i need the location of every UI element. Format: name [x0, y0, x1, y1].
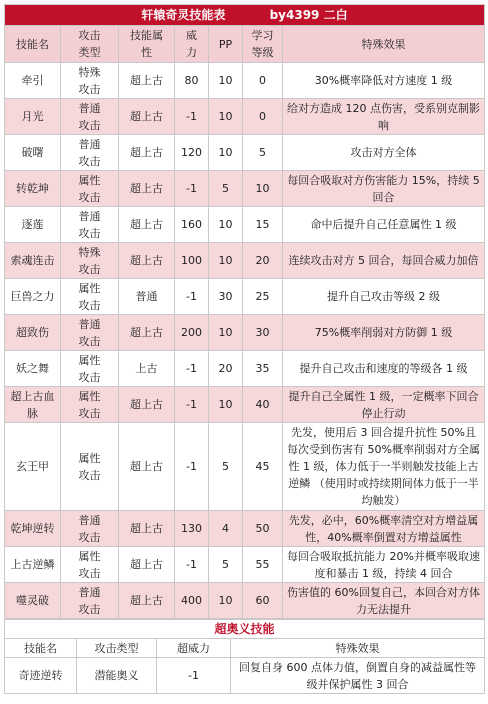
skill-table	[4, 4, 485, 619]
skill-name: 妖之舞	[5, 351, 61, 387]
power: -1	[175, 279, 209, 315]
table-row	[5, 387, 485, 423]
header-special-effect: 特殊效果	[283, 26, 485, 63]
attack-type: 普通 攻击	[61, 207, 119, 243]
table-row	[5, 171, 485, 207]
skill-name: 超致伤	[5, 315, 61, 351]
skill-attribute: 普通	[119, 279, 175, 315]
skill-name: 玄王甲	[5, 423, 61, 511]
skill-attribute: 超上古	[119, 547, 175, 583]
table-row	[5, 511, 485, 547]
skill-name: 巨兽之力	[5, 279, 61, 315]
header-skill-attribute: 技能属 性	[119, 26, 175, 63]
table-author: by4399 二白	[269, 7, 348, 22]
skill-attribute: 超上古	[119, 171, 175, 207]
skill-name: 上古逆鳞	[5, 547, 61, 583]
super-skill-table	[4, 619, 485, 694]
power: 120	[175, 135, 209, 171]
attack-type: 普通 攻击	[61, 583, 119, 619]
skill-name: 噬灵破	[5, 583, 61, 619]
super-skill-name: 奇迹逆转	[5, 658, 77, 694]
learn-level: 60	[243, 583, 283, 619]
skill-name: 转乾坤	[5, 171, 61, 207]
power: 130	[175, 511, 209, 547]
skill-attribute: 超上古	[119, 63, 175, 99]
learn-level: 20	[243, 243, 283, 279]
pp: 10	[209, 387, 243, 423]
skill-attribute: 超上古	[119, 135, 175, 171]
power: 400	[175, 583, 209, 619]
table-title: 轩辕奇灵技能表	[141, 7, 226, 22]
table-title-cell	[5, 5, 485, 26]
power: 160	[175, 207, 209, 243]
attack-type: 普通 攻击	[61, 135, 119, 171]
pp: 30	[209, 279, 243, 315]
table-header-row	[5, 26, 485, 63]
pp: 10	[209, 583, 243, 619]
header-pp: PP	[209, 26, 243, 63]
table-title-row	[5, 5, 485, 26]
attack-type: 属性 攻击	[61, 279, 119, 315]
special-effect: 每回合吸取对方伤害能力 15%，持续 5 回合	[283, 171, 485, 207]
learn-level: 5	[243, 135, 283, 171]
super-header-type: 攻击类型	[77, 639, 157, 658]
skill-attribute: 超上古	[119, 99, 175, 135]
special-effect: 每回合吸取抵抗能力 20%并概率吸取速度和暴击 1 级，持续 4 回合	[283, 547, 485, 583]
power: -1	[175, 99, 209, 135]
learn-level: 0	[243, 63, 283, 99]
super-title: 超奥义技能	[5, 620, 485, 639]
learn-level: 45	[243, 423, 283, 511]
skill-attribute: 超上古	[119, 243, 175, 279]
header-skill-name: 技能名	[5, 26, 61, 63]
attack-type: 普通 攻击	[61, 511, 119, 547]
table-row	[5, 351, 485, 387]
super-skill-type: 潜能奥义	[77, 658, 157, 694]
pp: 4	[209, 511, 243, 547]
super-header-row	[5, 639, 485, 658]
pp: 20	[209, 351, 243, 387]
table-row	[5, 547, 485, 583]
skill-table-container	[4, 4, 484, 694]
super-skill-effect: 回复自身 600 点体力值，倒置自身的减益属性等级并保护属性 3 回合	[231, 658, 485, 694]
table-row	[5, 315, 485, 351]
header-attack-type: 攻击 类型	[61, 26, 119, 63]
special-effect: 命中后提升自己任意属性 1 级	[283, 207, 485, 243]
power: 200	[175, 315, 209, 351]
skill-attribute: 超上古	[119, 315, 175, 351]
special-effect: 75%概率削弱对方防御 1 级	[283, 315, 485, 351]
special-effect: 提升自己攻击和速度的等级各 1 级	[283, 351, 485, 387]
skill-attribute: 超上古	[119, 387, 175, 423]
skill-attribute: 超上古	[119, 423, 175, 511]
super-header-name: 技能名	[5, 639, 77, 658]
skill-name: 逐莲	[5, 207, 61, 243]
skill-name: 乾坤逆转	[5, 511, 61, 547]
table-row	[5, 99, 485, 135]
pp: 10	[209, 315, 243, 351]
skill-name: 月光	[5, 99, 61, 135]
power: -1	[175, 351, 209, 387]
special-effect: 先发，使用后 3 回合提升抗性 50%且每次受到伤害有 50%概率削弱对方全属性 1 级，体力低于一半则触发技能上古逆鳞 （使用时或持续期间体力低于一半均触发）	[283, 423, 485, 511]
table-row	[5, 279, 485, 315]
special-effect: 伤害值的 60%回复自己，本回合对方体力无法提升	[283, 583, 485, 619]
super-header-power: 超威力	[157, 639, 231, 658]
attack-type: 特殊 攻击	[61, 63, 119, 99]
learn-level: 35	[243, 351, 283, 387]
super-skill-power: -1	[157, 658, 231, 694]
pp: 10	[209, 243, 243, 279]
pp: 10	[209, 63, 243, 99]
skill-attribute: 超上古	[119, 583, 175, 619]
special-effect: 先发，必中，60%概率清空对方增益属性，40%概率倒置对方增益属性	[283, 511, 485, 547]
pp: 5	[209, 171, 243, 207]
attack-type: 属性 攻击	[61, 351, 119, 387]
attack-type: 普通 攻击	[61, 99, 119, 135]
power: 100	[175, 243, 209, 279]
skill-name: 超上古血脉	[5, 387, 61, 423]
special-effect: 提升自己攻击等级 2 级	[283, 279, 485, 315]
learn-level: 30	[243, 315, 283, 351]
table-row	[5, 583, 485, 619]
skill-attribute: 上古	[119, 351, 175, 387]
power: -1	[175, 387, 209, 423]
attack-type: 属性 攻击	[61, 387, 119, 423]
table-row	[5, 243, 485, 279]
attack-type: 普通 攻击	[61, 315, 119, 351]
special-effect: 连续攻击对方 5 回合，每回合威力加倍	[283, 243, 485, 279]
pp: 10	[209, 207, 243, 243]
header-power: 威 力	[175, 26, 209, 63]
table-row	[5, 423, 485, 511]
attack-type: 属性 攻击	[61, 423, 119, 511]
special-effect: 给对方造成 120 点伤害，受系别克制影响	[283, 99, 485, 135]
super-skill-row	[5, 658, 485, 694]
table-row	[5, 63, 485, 99]
table-row	[5, 207, 485, 243]
attack-type: 属性 攻击	[61, 547, 119, 583]
learn-level: 40	[243, 387, 283, 423]
skill-attribute: 超上古	[119, 511, 175, 547]
power: -1	[175, 423, 209, 511]
special-effect: 30%概率降低对方速度 1 级	[283, 63, 485, 99]
attack-type: 特殊 攻击	[61, 243, 119, 279]
special-effect: 提升自己全属性 1 级，一定概率下回合停止行动	[283, 387, 485, 423]
learn-level: 25	[243, 279, 283, 315]
pp: 5	[209, 423, 243, 511]
table-row	[5, 135, 485, 171]
pp: 10	[209, 135, 243, 171]
power: -1	[175, 547, 209, 583]
power: -1	[175, 171, 209, 207]
learn-level: 15	[243, 207, 283, 243]
learn-level: 50	[243, 511, 283, 547]
learn-level: 10	[243, 171, 283, 207]
pp: 5	[209, 547, 243, 583]
skill-name: 索魂连击	[5, 243, 61, 279]
power: 80	[175, 63, 209, 99]
skill-attribute: 超上古	[119, 207, 175, 243]
super-title-row	[5, 620, 485, 639]
attack-type: 属性 攻击	[61, 171, 119, 207]
pp: 10	[209, 99, 243, 135]
special-effect: 攻击对方全体	[283, 135, 485, 171]
super-header-effect: 特殊效果	[231, 639, 485, 658]
skill-name: 牵引	[5, 63, 61, 99]
skill-name: 破曙	[5, 135, 61, 171]
header-learn-level: 学习 等级	[243, 26, 283, 63]
learn-level: 55	[243, 547, 283, 583]
learn-level: 0	[243, 99, 283, 135]
